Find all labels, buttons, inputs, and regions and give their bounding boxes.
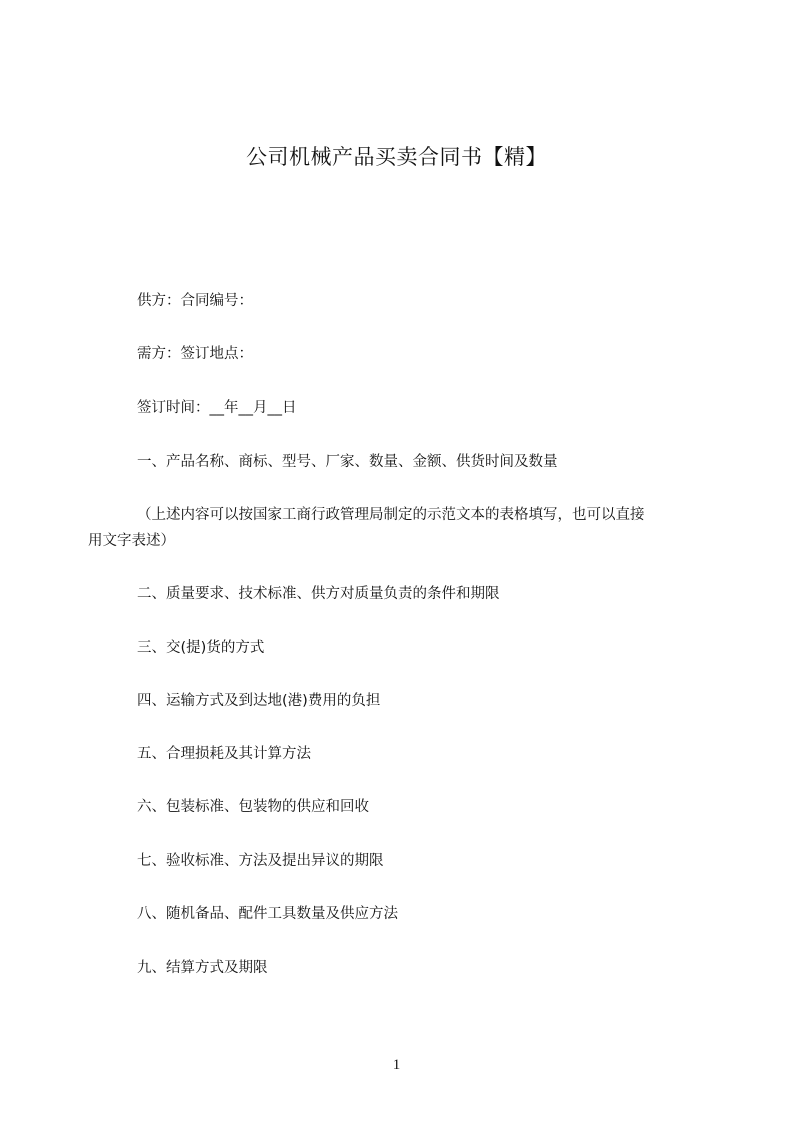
section-2-heading: 二、质量要求、技术标准、供方对质量负责的条件和期限: [137, 586, 500, 602]
section-9-heading: 九、结算方式及期限: [137, 960, 268, 976]
note-line-2: 用文字表述）: [88, 533, 175, 549]
page-number: 1: [392, 1057, 401, 1073]
section-8-heading: 八、随机备品、配件工具数量及供应方法: [137, 906, 398, 922]
note-line-1: （上述内容可以按国家工商行政管理局制定的示范文本的表格填写，也可以直接: [137, 507, 645, 523]
section-1-heading: 一、产品名称、商标、型号、厂家、数量、金额、供货时间及数量: [137, 454, 558, 470]
section-3-heading: 三、交(提)货的方式: [137, 640, 265, 656]
section-5-heading: 五、合理损耗及其计算方法: [137, 746, 311, 762]
signing-date-line: 签订时间：__年__月__日: [137, 400, 297, 416]
supplier-contract-number-line: 供方：合同编号：: [137, 293, 253, 309]
section-6-heading: 六、包装标准、包装物的供应和回收: [137, 799, 369, 815]
section-4-heading: 四、运输方式及到达地(港)费用的负担: [137, 693, 381, 709]
section-7-heading: 七、验收标准、方法及提出异议的期限: [137, 853, 384, 869]
buyer-signing-place-line: 需方：签订地点：: [137, 346, 253, 362]
document-title: 公司机械产品买卖合同书【精】: [246, 145, 547, 169]
